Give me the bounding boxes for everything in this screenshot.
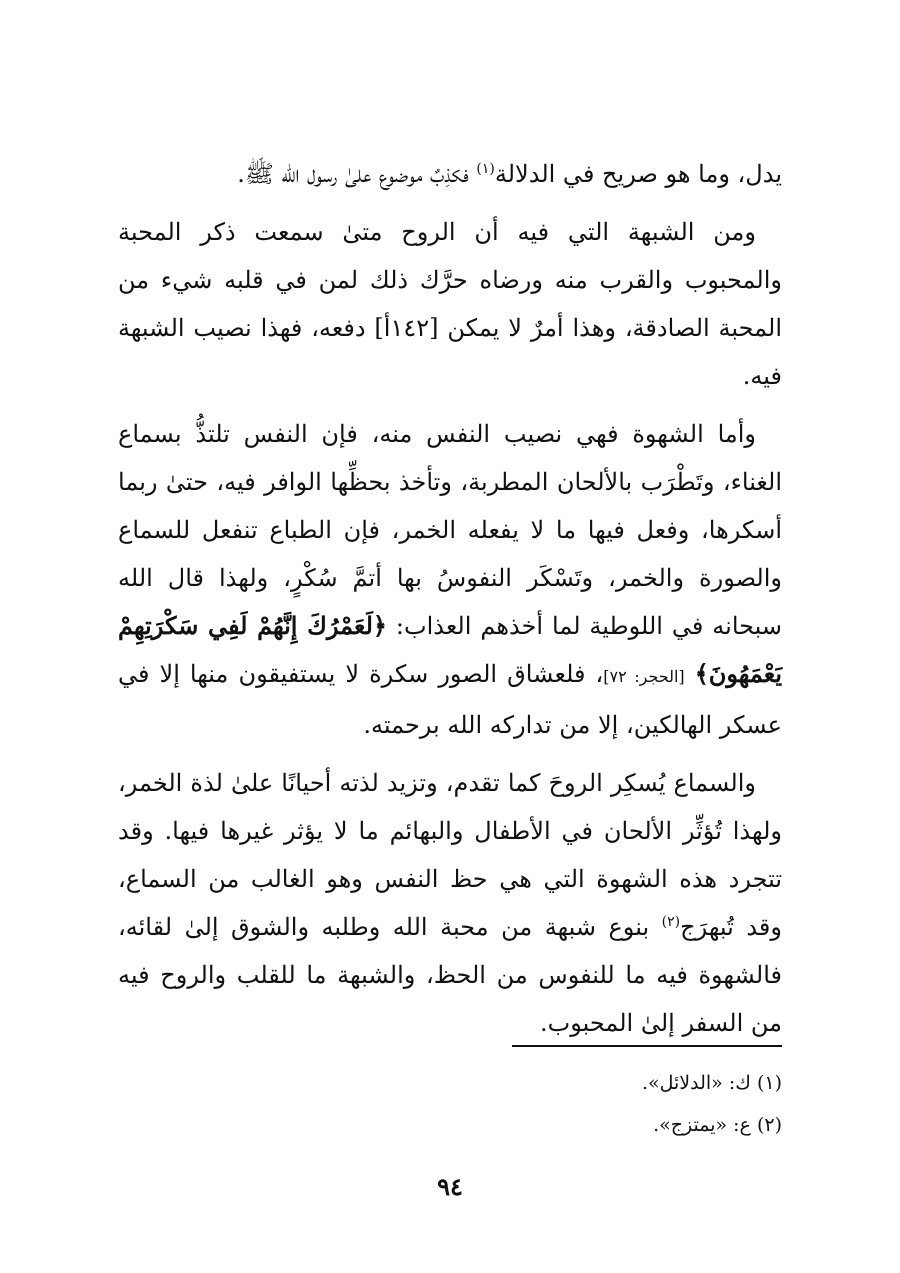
paragraph-3 [118, 410, 782, 749]
paragraph-text: والسماع يُسكِر الروحَ كما تقدم، وتزيد لذته أحيانًا علىٰ لذة الخمر، ولهذا تُؤثِّر الألحان في الأطفال والبهائم ما لا يؤثر غيرها فيها. وقد تتجرد هذه الشهوة التي هي حظ النفس وهو الغالب من السماع، وقد تُبهرَج [118, 769, 782, 941]
paragraph-text [685, 660, 695, 688]
book-page [118, 150, 782, 1273]
footnote-text: ع: «يمتزج». [653, 1114, 751, 1136]
paragraph-2 [118, 208, 782, 400]
paragraph-1 [118, 150, 782, 198]
paragraph-4 [118, 759, 782, 1047]
footnote-label: (١) [756, 1072, 782, 1094]
paragraph-text: فكذِبٌ موضوع علىٰ رسول الله ﷺ. [237, 160, 477, 188]
paragraph-text: بنوع شبهة من محبة الله وطلبه والشوق إلىٰ لقائه، فالشهوة فيه ما للنفوس من الحظ، والشبهة ما للقلب والروح فيه من السفر إلىٰ المحبوب. [118, 913, 782, 1037]
footnote-marker-2[interactable]: (٢) [661, 914, 681, 930]
footnote-1 [118, 1065, 782, 1101]
paragraph-text: يدل، وما هو صريح في الدلالة [494, 160, 782, 188]
page-number: ٩٤ [437, 1172, 463, 1201]
footnotes [118, 1065, 782, 1149]
surah-reference: [الحجر: ٧٢] [603, 667, 685, 686]
footnote-2 [118, 1107, 782, 1143]
footnote-text: ك: «الدلائل». [641, 1072, 751, 1094]
paragraph-text: ، فلعشاق الصور سكرة لا يستفيقون منها إلا في عسكر الهالكين، إلا من تداركه الله برحمته. [118, 660, 782, 739]
quran-verse: ﴿لَعَمْرُكَ إِنَّهُمْ لَفِي سَكْرَتِهِمْ يَعْمَهُونَ﴾ [118, 611, 782, 688]
paragraph-text: ومن الشبهة التي فيه أن الروح متىٰ سمعت ذكر المحبة والمحبوب والقرب منه ورضاه حرَّك ذلك لمن في قلبه شيء من المحبة الصادقة، وهذا أمرٌ لا يمكن [١٤٢أ] دفعه، فهذا نصيب الشبهة فيه. [118, 218, 783, 390]
footnote-label: (٢) [756, 1114, 782, 1136]
footnote-divider [512, 1045, 782, 1047]
footnote-marker-1[interactable]: (١) [476, 161, 495, 177]
paragraph-text: وأما الشهوة فهي نصيب النفس منه، فإن النفس تلتذُّ بسماع الغناء، وتَطْرَب بالألحان المطربة، وتأخذ بحظِّها الوافر فيه، حتىٰ ربما أسكرها، وفعل فيها ما لا يفعله الخمر، فإن الطباع تنفعل للسماع والصورة والخمر، وتَسْكَر النفوسُ بها أتمَّ سُكْرٍ، ولهذا قال الله سبحانه في اللوطية لما أخذهم العذاب: [118, 420, 782, 640]
